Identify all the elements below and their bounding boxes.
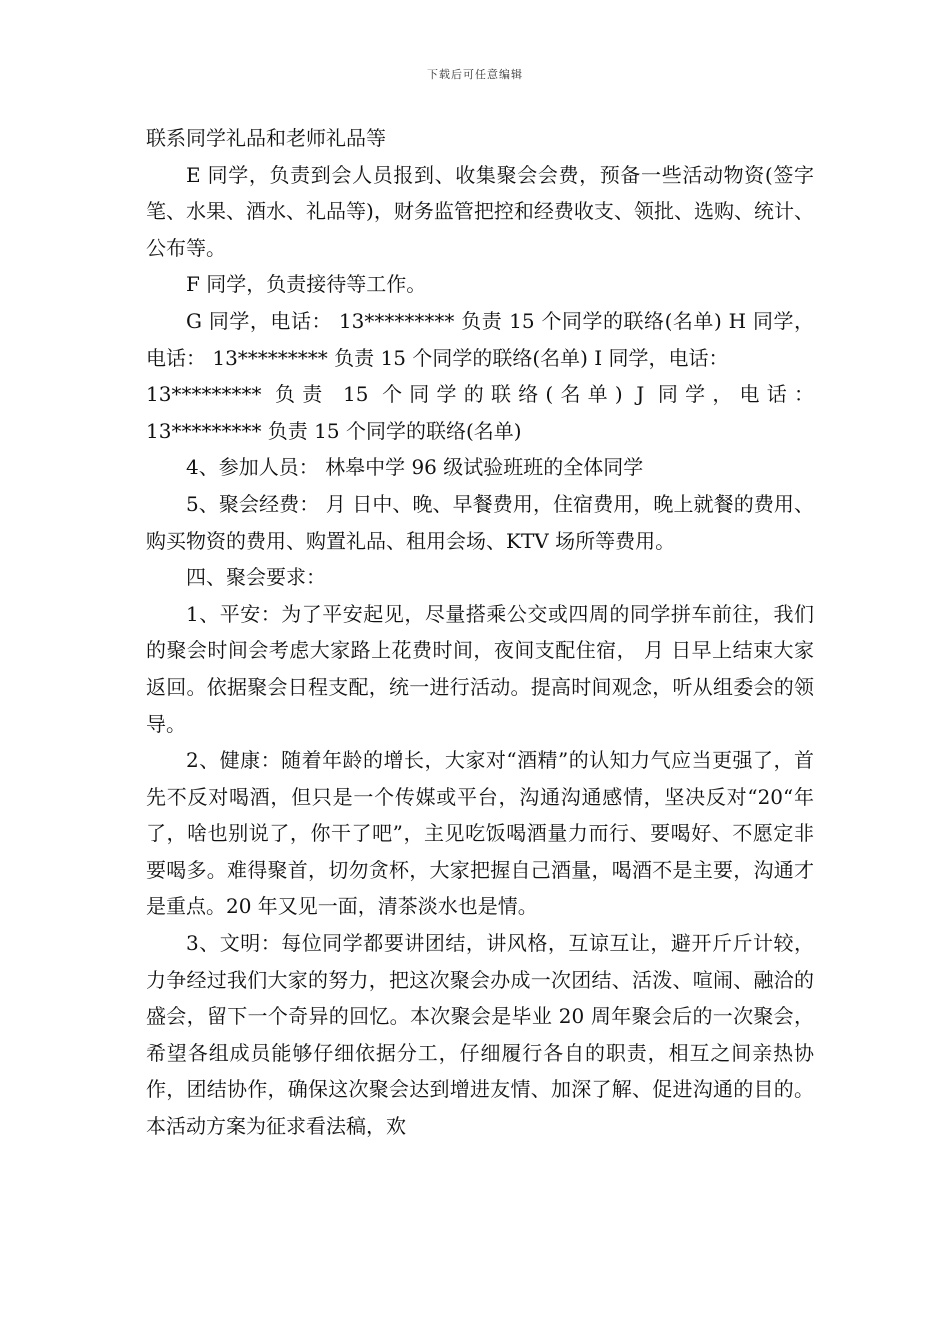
paragraph-student-j: 13********* 负责 15 个同学的联络(名单) J 同学，电话： (146, 382, 814, 407)
paragraph-health: 2、健康：随着年龄的增长，大家对“酒精”的认知力气应当更强了，首先不反对喝酒，但只是一个传媒或平台，沟通沟通感情，坚决反对“20“年了，啥也别说了，你干了吧”，主见吃饭喝酒量力而行、要喝好、不愿定非要喝多。难得聚首，切勿贪杯，大家把握自己酒量，喝酒不是主要，沟通才是重点。20 年又见一面，清茶淡水也是情。 (146, 748, 814, 919)
paragraph-participants: 4、参加人员： 林皋中学 96 级试验班班的全体同学 (186, 455, 644, 480)
paragraph-student-g-h-i: G 同学，电话： 13********* 负责 15 个同学的联络(名单) H 同学，电话： 13********* 负责 15 个同学的联络(名单) I 同学，电话： (146, 308, 814, 370)
section-heading-requirements: 四、聚会要求： (186, 565, 326, 590)
paragraph-expenses: 5、聚会经费： 月 日中、晚、早餐费用，住宿费用，晚上就餐的费用、购买物资的费用、购置礼品、租用会场、KTV 场所等费用。 (146, 491, 814, 553)
paragraph-civility: 3、文明：每位同学都要讲团结，讲风格，互谅互让，避开斤斤计较，力争经过我们大家的努力，把这次聚会办成一次团结、活泼、喧闹、融洽的盛会，留下一个奇异的回忆。本次聚会是毕业 20 周年聚会后的一次聚会，希望各组成员能够仔细依据分工，仔细履行各自的职责，相互之间亲热协作，团结协作，确保这次聚会达到增进友情、加深了解、促进沟通的目的。本活动方案为征求看法稿，欢 (146, 931, 814, 1139)
paragraph-student-e: E 同学，负责到会人员报到、收集聚会会费，预备一些活动物资(签字笔、水果、酒水、礼品等)，财务监管把控和经费收支、领批、选购、统计、公布等。 (146, 162, 814, 260)
page-header-note: 下载后可任意编辑 (427, 68, 523, 81)
paragraph-student-j-contact: 13********* 负责 15 个同学的联络(名单) (146, 418, 522, 443)
paragraph-safety: 1、平安：为了平安起见，尽量搭乘公交或四周的同学拼车前往，我们的聚会时间会考虑大家路上花费时间，夜间支配住宿， 月 日早上结束大家返回。依据聚会日程支配，统一进行活动。提高时间观念，听从组委会的领导。 (146, 601, 814, 736)
paragraph-gift-continuation: 联系同学礼品和老师礼品等 (146, 126, 386, 150)
paragraph-student-f: F 同学，负责接待等工作。 (186, 272, 427, 297)
document-body (146, 120, 814, 1145)
